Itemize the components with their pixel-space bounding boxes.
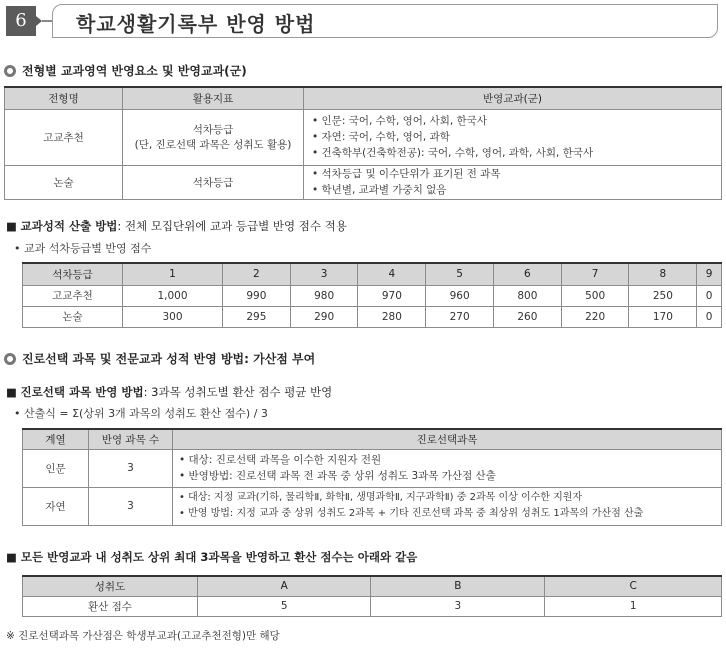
section2-heading [4,350,315,367]
footnote: ※ 진로선택과목 가산점은 학생부교과(고교추천전형)만 해당 [6,630,280,642]
header-cell: 반영교과(군) [304,87,722,109]
score-cell: 990 [222,285,290,306]
score-cell: 0 [697,306,722,327]
grade-cell: 2 [222,263,290,285]
grade-cell: 6 [493,263,561,285]
track-cell: 자연 [23,487,89,525]
score-cell: 295 [222,306,290,327]
row-label: 고교추천 [23,285,123,306]
desc-line: • 반영 방법: 지정 교과 중 상위 성취도 2과목 + 기타 진로선택 과목 중 최상위 성취도 1과목의 가산점 산출 [179,508,644,519]
subjects-cell [304,109,722,165]
section1-heading [4,62,247,79]
desc-line: • 대상: 지정 교과(기하, 물리학Ⅱ, 화학Ⅱ, 생명과학Ⅱ, 지구과학Ⅱ) 중 2과목 이상 이수한 지원자 [179,492,583,503]
count-cell: 3 [89,449,173,487]
score-cell: 980 [290,285,358,306]
header-cell: 석차등급 [23,263,123,285]
grade-method-bold: 교과성적 산출 방법 [20,219,118,233]
section-header [0,0,726,42]
grade-cell: 9 [697,263,722,285]
score-cell: 300 [123,306,223,327]
score-cell: 960 [426,285,494,306]
indicator-line: (단, 진로선택 과목은 성취도 활용) [134,139,292,151]
section1-title: 전형별 교과영역 반영요소 및 반영교과(군) [22,64,247,78]
grade-cell: 1 [123,263,223,285]
page-title: 학교생활기록부 반영 방법 [76,12,316,36]
score-cell: 290 [290,306,358,327]
subject-line: • 자연: 국어, 수학, 영어, 과학 [312,131,450,143]
level-cell: C [545,576,722,596]
desc-line: • 대상: 진로선택 과목을 이수한 지원자 전원 [179,454,382,466]
level-cell: A [198,576,371,596]
score-cell: 270 [426,306,494,327]
section-number: 6 [6,6,36,36]
conversion-title: 모든 반영교과 내 성취도 상위 최대 3과목을 반영하고 환산 점수는 아래와 같음 [20,550,418,564]
score-cell: 1 [545,596,722,616]
grade-cell: 4 [358,263,426,285]
formula-line: • 산출식 = Σ(상위 3개 과목의 성취도 환산 점수) / 3 [14,407,268,420]
table-cell: 고교추천 [5,109,123,165]
career-method-text: : 3과목 성취도별 환산 점수 평균 반영 [143,385,333,399]
score-cell: 260 [493,306,561,327]
header-cell: 성취도 [23,576,198,596]
connector-line [42,20,52,22]
career-desc-cell [173,449,722,487]
grade-cell: 3 [290,263,358,285]
score-cell: 170 [629,306,697,327]
desc-line: • 반영방법: 진로선택 과목 전 과목 중 상위 성취도 3과목 가산점 산출 [179,470,496,482]
career-method-line [6,384,332,400]
score-cell: 500 [561,285,629,306]
conversion-table [22,575,722,617]
circle-bullet-icon [4,65,16,77]
subject-line: • 건축학부(건축학전공): 국어, 수학, 영어, 과학, 사회, 한국사 [312,147,594,159]
grade-cell: 5 [426,263,494,285]
level-cell: B [371,576,545,596]
header-cell: 전형명 [5,87,123,109]
conversion-line [6,549,417,565]
subject-line: • 학년별, 교과별 가중치 없음 [312,184,447,196]
subject-line: • 인문: 국어, 수학, 영어, 사회, 한국사 [312,115,487,127]
score-cell: 3 [371,596,545,616]
score-cell: 5 [198,596,371,616]
grade-cell: 7 [561,263,629,285]
career-desc-cell [173,487,722,525]
section2-title: 진로선택 과목 및 전문교과 성적 반영 방법: 가산점 부여 [22,352,316,366]
row-label: 환산 점수 [23,596,198,616]
score-cell: 0 [697,285,722,306]
grade-cell: 8 [629,263,697,285]
circle-bullet-icon [4,353,16,365]
score-cell: 280 [358,306,426,327]
grade-method-sub: • 교과 석차등급별 반영 점수 [14,242,152,255]
subjects-cell [304,165,722,199]
track-cell: 인문 [23,449,89,487]
career-method-bold: 진로선택 과목 반영 방법 [20,385,144,399]
count-cell: 3 [89,487,173,525]
score-cell: 800 [493,285,561,306]
grade-method-line [6,218,347,234]
score-cell: 250 [629,285,697,306]
header-cell: 진로선택과목 [173,429,722,449]
header-cell: 활용지표 [123,87,304,109]
square-bullet-icon: ■ [6,219,21,233]
header-cell: 반영 과목 수 [89,429,173,449]
score-cell: 220 [561,306,629,327]
table-cell: 논술 [5,165,123,199]
header-cell: 계열 [23,429,89,449]
square-bullet-icon: ■ [6,550,21,564]
score-cell: 970 [358,285,426,306]
square-bullet-icon: ■ [6,385,21,399]
table-cell: 석차등급 [123,165,304,199]
grade-score-table [22,262,722,328]
indicator-line: 석차등급 [192,124,234,136]
score-cell: 1,000 [123,285,223,306]
career-subject-table [22,428,722,526]
grade-method-text: : 전체 모집단위에 교과 등급별 반영 점수 적용 [117,219,347,233]
subjects-table [4,86,722,200]
row-label: 논술 [23,306,123,327]
table-cell [123,109,304,165]
subject-line: • 석차등급 및 이수단위가 표기된 전 과목 [312,168,501,180]
